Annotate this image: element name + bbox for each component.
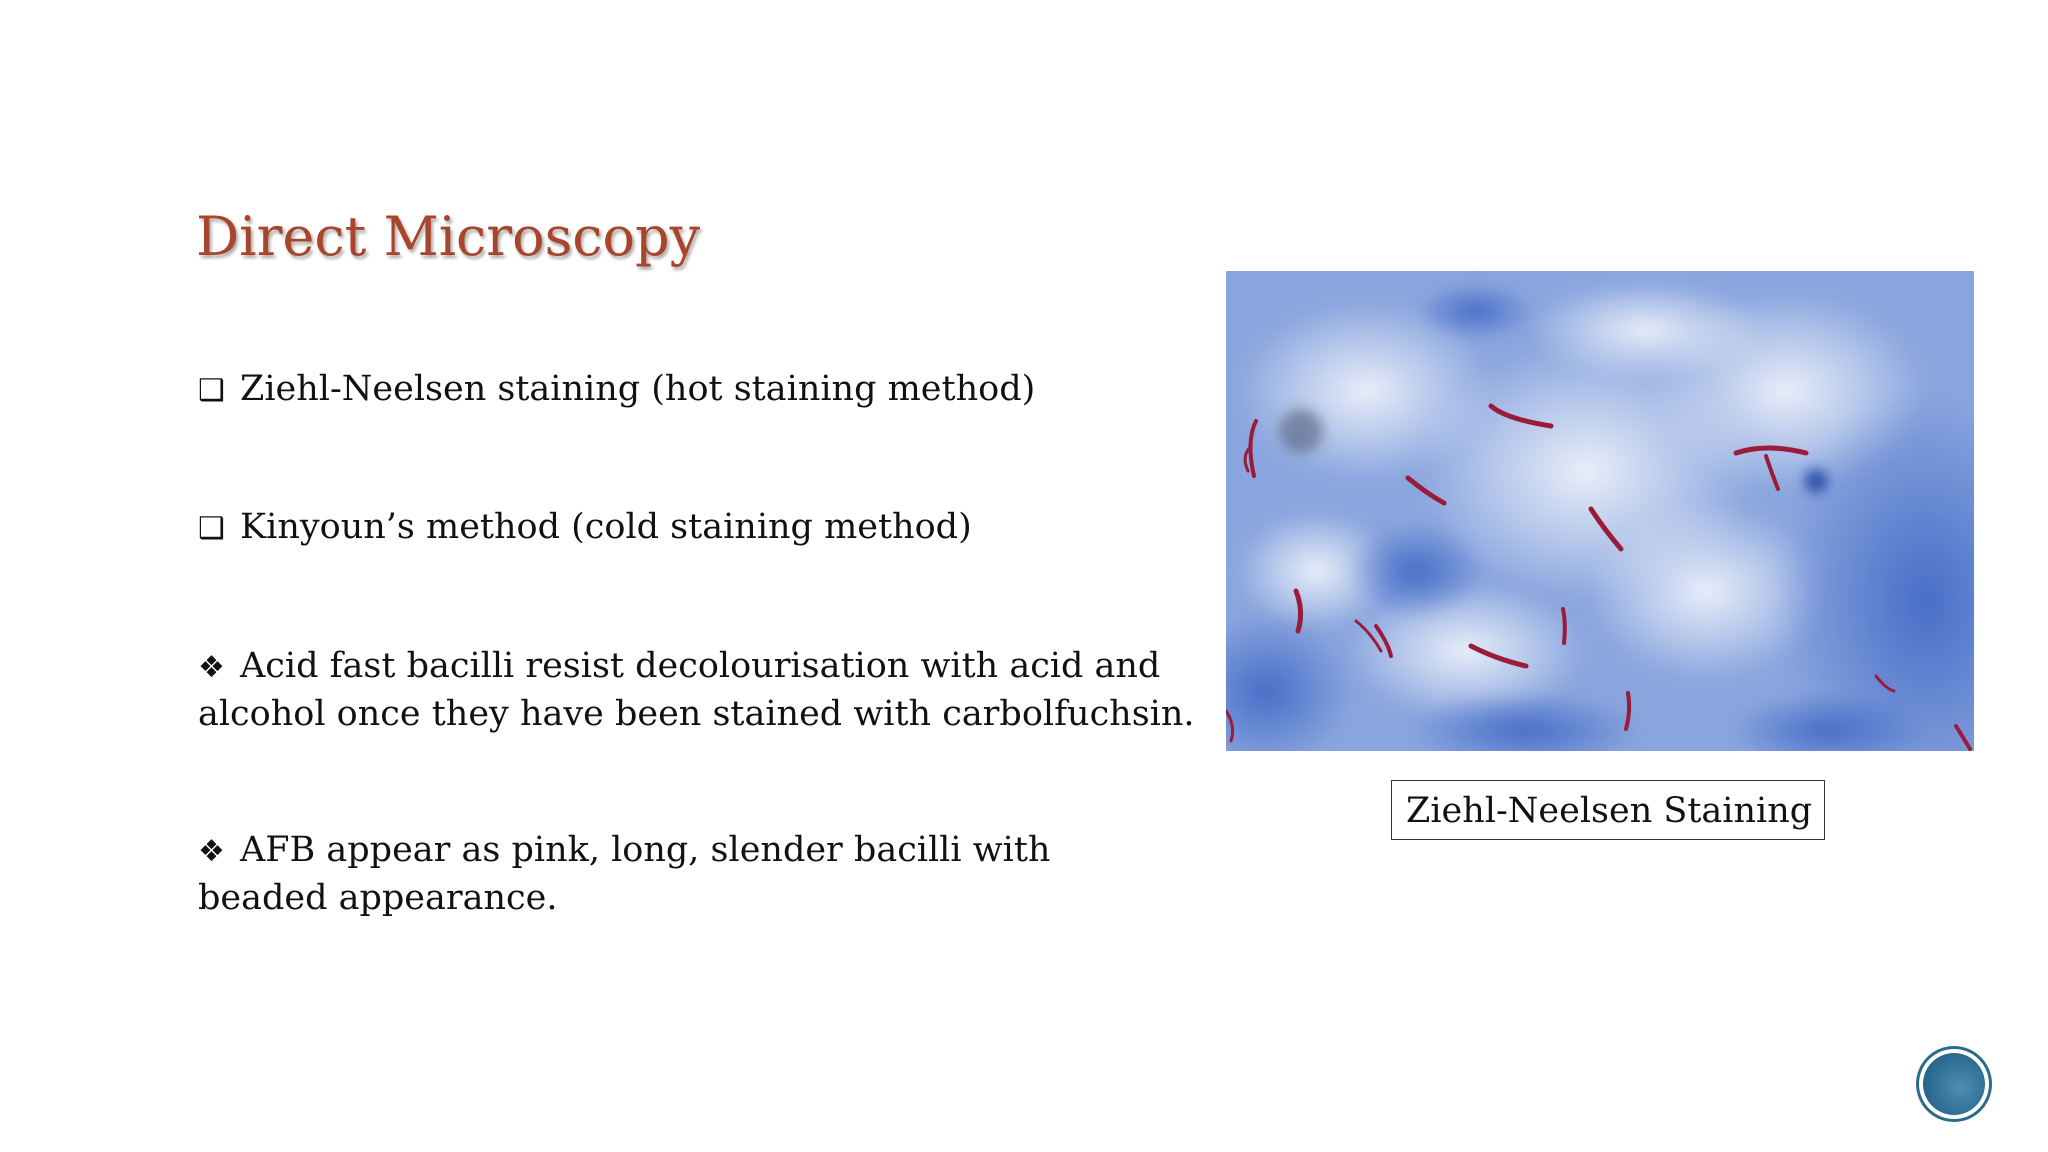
bullet-item xyxy=(198,827,1148,922)
bullet-item xyxy=(198,366,1035,414)
square-bullet-icon: ❑ xyxy=(198,511,225,546)
bullet-item xyxy=(198,504,972,552)
bullet-text: Acid fast bacilli resist decolourisation with acid and alcohol once they have been stained with carbolfuchsin. xyxy=(198,646,1195,734)
diamond-bullet-icon: ❖ xyxy=(198,834,225,869)
navigation-circle-fill xyxy=(1923,1053,1985,1115)
navigation-circle-icon[interactable] xyxy=(1916,1046,1992,1122)
image-caption: Ziehl-Neelsen Staining xyxy=(1391,780,1825,840)
bullet-text: AFB appear as pink, long, slender bacilli with beaded appearance. xyxy=(198,830,1051,918)
bullet-item xyxy=(198,643,1208,738)
diamond-bullet-icon: ❖ xyxy=(198,650,225,685)
ziehl-neelsen-micrograph xyxy=(1226,271,1974,751)
bullet-text: Kinyoun’s method (cold staining method) xyxy=(240,507,972,547)
square-bullet-icon: ❑ xyxy=(198,373,225,408)
bullet-text: Ziehl-Neelsen staining (hot staining method) xyxy=(240,369,1036,409)
slide-title: Direct Microscopy xyxy=(196,205,701,268)
